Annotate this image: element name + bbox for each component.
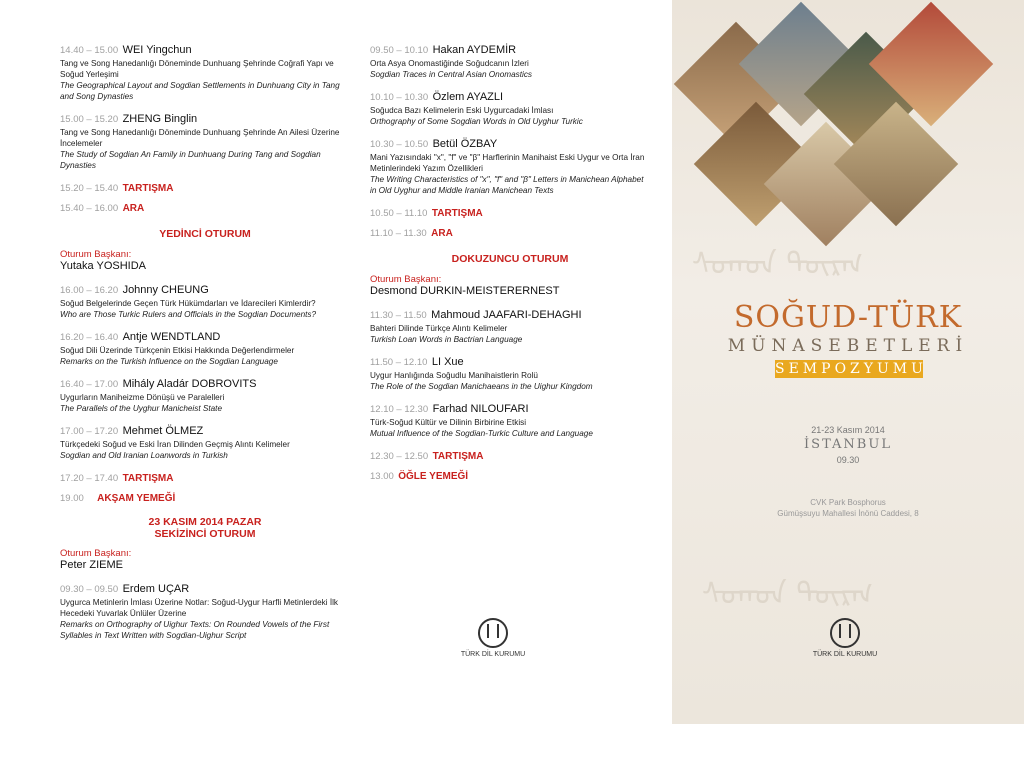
- talk-title-tr: Uygurca Metinlerin İmlası Üzerine Notlar: Soğud-Uygur Harfli Metinlerdeki İlk Hecedeki Yuvarlak Ünlüler Üzerine: [60, 598, 339, 618]
- venue-address: Gümüşsuyu Mahallesi İnönü Caddesi, 8: [777, 509, 919, 518]
- talk-speaker: Hakan AYDEMİR: [432, 44, 517, 56]
- break-time: 15.20 – 15.40: [60, 183, 119, 194]
- event-city: İSTANBUL: [804, 437, 892, 452]
- break-label: TARTIŞMA: [122, 473, 174, 484]
- talk-title-en: The Geographical Layout and Sogdian Settlements in Dunhuang City in Tang and Song Dynasties: [60, 81, 340, 101]
- break-label: ARA: [431, 228, 453, 239]
- talk-time: 09.50 – 10.10: [370, 45, 429, 56]
- talk-title-en: Turkish Loan Words in Bactrian Language: [370, 335, 523, 344]
- talk-time: 16.40 – 17.00: [60, 379, 119, 390]
- chair-name: Desmond DURKIN-MEISTERERNEST: [370, 285, 560, 297]
- chair-label: Oturum Başkanı:: [370, 274, 442, 285]
- break-label: TARTIŞMA: [432, 451, 484, 462]
- talk-entry: [60, 579, 350, 641]
- talk-speaker: Özlem AYAZLI: [432, 91, 504, 103]
- break-label: TARTIŞMA: [122, 183, 174, 194]
- talk-entry: [60, 374, 350, 414]
- talk-title-en: The Parallels of the Uyghur Manicheist State: [60, 404, 223, 413]
- talk-title-tr: Uygur Hanlığında Soğudlu Manihaistlerin Rolü: [370, 371, 538, 380]
- decorative-script-bg: ᠰᠣᠭᠳ ᠲᠦᠷᠬ: [702, 577, 874, 612]
- break-label: ARA: [122, 203, 145, 214]
- talk-title-tr: Türk-Soğud Kültür ve Dilinin Birbirine Etkisi: [370, 418, 527, 427]
- chair-name: Yutaka YOSHIDA: [60, 260, 147, 272]
- chair-label: Oturum Başkanı:: [60, 548, 132, 559]
- talk-time: 15.00 – 15.20: [60, 114, 119, 125]
- talk-speaker: Mahmoud JAAFARI-DEHAGHI: [431, 309, 582, 321]
- program-column-1: [60, 40, 350, 764]
- talk-speaker: LI Xue: [431, 356, 464, 368]
- break-entry: [370, 446, 650, 464]
- tdk-logo-cover: [800, 618, 890, 658]
- cover-title: SOĞUD-TÜRK: [733, 300, 963, 335]
- break-label: ÖĞLE YEMEĞİ: [398, 471, 469, 482]
- day-heading: 23 KASIM 2014 PAZAR: [148, 516, 262, 528]
- break-time: 15.40 – 16.00: [60, 203, 119, 214]
- break-time: 10.50 – 11.10: [370, 208, 428, 219]
- talk-time: 11.50 – 12.10: [370, 357, 428, 368]
- session-heading: SEKİZİNCİ OTURUM: [154, 528, 256, 540]
- talk-title-tr: Soğud Dili Üzerinde Türkçenin Etkisi Hakkında Değerlendirmeler: [60, 346, 295, 355]
- talk-speaker: Farhad NILOUFARI: [432, 403, 529, 415]
- talk-title-tr: Orta Asya Onomastiğinde Soğudcanın İzleri: [370, 59, 529, 68]
- event-date: 21-23 Kasım 2014: [811, 425, 885, 435]
- talk-title-tr: Bahteri Dilinde Türkçe Alıntı Kelimeler: [370, 324, 508, 333]
- talk-time: 16.20 – 16.40: [60, 332, 119, 343]
- talk-entry: [60, 109, 350, 171]
- logo-label: TÜRK DİL KURUMU: [812, 651, 878, 658]
- talk-entry: [60, 327, 350, 367]
- break-entry: [60, 198, 350, 216]
- talk-title-en: Orthography of Some Sogdian Words in Old Uyghur Turkic: [370, 117, 583, 126]
- cover-panel: [672, 0, 1024, 724]
- talk-speaker: Mihály Aladár DOBROVITS: [122, 378, 257, 390]
- talk-entry: [60, 40, 350, 102]
- talk-title-tr: Tang ve Song Hanedanlığı Döneminde Dunhuang Şehrinde Coğrafi Yapı ve Soğud Yerleşimi: [60, 59, 334, 79]
- break-time: 12.30 – 12.50: [370, 451, 429, 462]
- break-label: AKŞAM YEMEĞİ: [97, 493, 176, 504]
- talk-speaker: WEI Yingchun: [122, 44, 192, 56]
- session-heading: DOKUZUNCU OTURUM: [451, 253, 569, 265]
- talk-entry: [370, 134, 650, 196]
- talk-title-tr: Soğudca Bazı Kelimelerin Eski Uygurcadaki İmlası: [370, 106, 554, 115]
- break-time: 11.10 – 11.30: [370, 228, 427, 239]
- talk-entry: [60, 421, 350, 461]
- cover-subtitle: MÜNASEBETLERİ: [727, 336, 969, 356]
- talk-speaker: Antje WENDTLAND: [122, 331, 221, 343]
- talk-speaker: Johnny CHEUNG: [122, 284, 209, 296]
- talk-title-tr: Uygurların Maniheizme Dönüşü ve Paralelleri: [60, 393, 225, 402]
- break-time: 17.20 – 17.40: [60, 473, 119, 484]
- talk-time: 11.30 – 11.50: [370, 310, 427, 321]
- session-heading: YEDİNCİ OTURUM: [159, 228, 251, 240]
- talk-title-en: Who are Those Turkic Rulers and Officials in the Sogdian Documents?: [60, 310, 317, 319]
- talk-entry: [370, 399, 650, 439]
- talk-title-en: Sogdian Traces in Central Asian Onomastics: [370, 70, 533, 79]
- tdk-emblem-icon: [830, 618, 860, 648]
- break-label: TARTIŞMA: [431, 208, 483, 219]
- talk-title-tr: Mani Yazısındaki "x", "f" ve "β" Harflerinin Manihaist Eski Uygur ve Orta İran Metinlerindeki Yazım Özellikleri: [370, 153, 645, 173]
- tdk-logo-middle: [448, 618, 538, 658]
- talk-time: 10.10 – 10.30: [370, 92, 429, 103]
- cover-title-band: SEMPOZYUMU: [775, 361, 927, 377]
- talk-title-en: Sogdian and Old Iranian Loanwords in Turkish: [60, 451, 228, 460]
- talk-entry: [370, 40, 650, 80]
- talk-entry: [60, 280, 350, 320]
- talk-time: 12.10 – 12.30: [370, 404, 429, 415]
- talk-title-tr: Türkçedeki Soğud ve Eski İran Dilinden Geçmiş Alıntı Kelimeler: [60, 440, 290, 449]
- talk-time: 09.30 – 09.50: [60, 584, 119, 595]
- talk-time: 16.00 – 16.20: [60, 285, 119, 296]
- talk-title-en: Remarks on Orthography of Uighur Texts: On Rounded Vowels of the First Syllables in Text Written with Sogdian-Uighur Script: [60, 620, 330, 640]
- talk-title-tr: Tang ve Song Hanedanlığı Döneminde Dunhuang Şehrinde An Ailesi Üzerine İncelemeler: [60, 128, 340, 148]
- venue-name: CVK Park Bosphorus: [810, 498, 886, 507]
- talk-title-en: Remarks on the Turkish Influence on the Sogdian Language: [60, 357, 278, 366]
- break-entry: [370, 203, 650, 221]
- talk-speaker: Betül ÖZBAY: [432, 138, 498, 150]
- tdk-emblem-icon: [478, 618, 508, 648]
- talk-title-en: The Role of the Sogdian Manichaeans in the Uighur Kingdom: [370, 382, 593, 391]
- break-time: 13.00: [370, 471, 394, 482]
- break-entry: [60, 488, 350, 506]
- event-time: 09.30: [836, 455, 860, 465]
- talk-title-en: Mutual Influence of the Sogdian-Turkic Culture and Language: [370, 429, 593, 438]
- talk-entry: [370, 352, 650, 392]
- chair-label: Oturum Başkanı:: [60, 249, 132, 260]
- talk-entry: [370, 87, 650, 127]
- break-entry: [60, 468, 350, 486]
- talk-speaker: Erdem UÇAR: [122, 583, 190, 595]
- break-time: 19.00: [60, 493, 84, 504]
- talk-speaker: Mehmet ÖLMEZ: [122, 425, 204, 437]
- logo-label: TÜRK DİL KURUMU: [460, 651, 526, 658]
- decorative-script-bg: ᠰᠣᠭᠳ ᠲᠦᠷᠬ: [692, 247, 864, 282]
- talk-time: 14.40 – 15.00: [60, 45, 119, 56]
- chair-name: Peter ZIEME: [60, 559, 123, 571]
- break-entry: [370, 466, 650, 484]
- talk-time: 10.30 – 10.50: [370, 139, 429, 150]
- talk-speaker: ZHENG Binglin: [122, 113, 198, 125]
- break-entry: [60, 178, 350, 196]
- talk-time: 17.00 – 17.20: [60, 426, 119, 437]
- talk-title-en: The Writing Characteristics of "x", "f" and "β" Letters in Manichean Alphabet in Old Uyghur and Middle Iranian Manichean Texts: [370, 175, 644, 195]
- talk-title-tr: Soğud Belgelerinde Geçen Türk Hükümdarları ve İdarecileri Kimlerdir?: [60, 299, 316, 308]
- break-entry: [370, 223, 650, 241]
- talk-entry: [370, 305, 650, 345]
- talk-title-en: The Study of Sogdian An Family in Dunhuang During Tang and Sogdian Dynasties: [60, 150, 321, 170]
